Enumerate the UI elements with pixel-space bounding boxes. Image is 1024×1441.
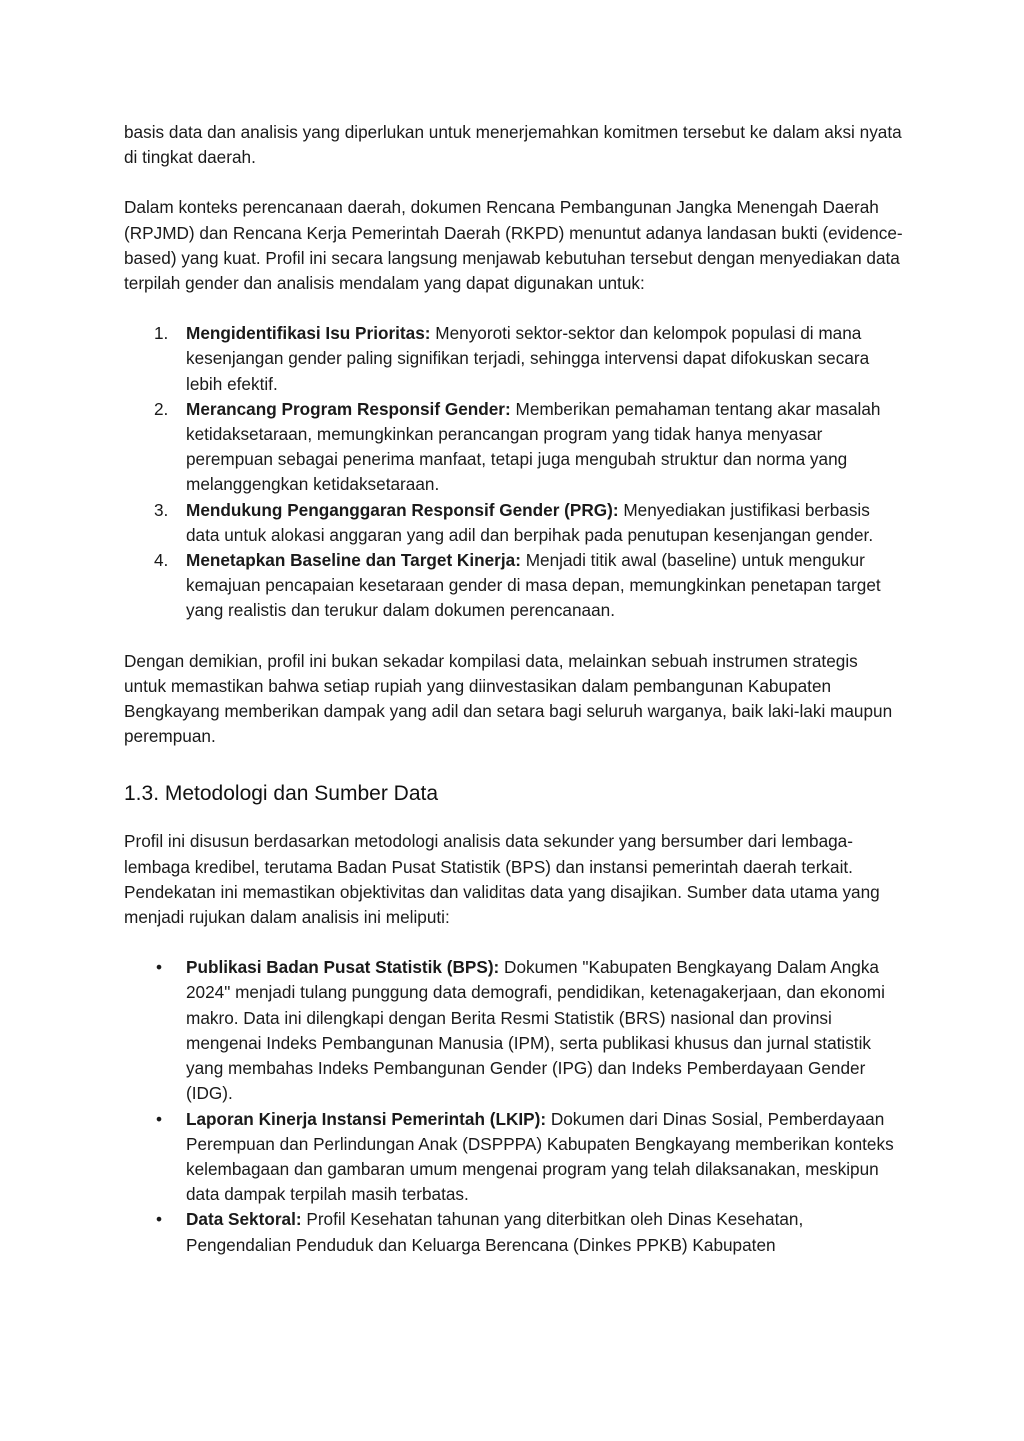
- item-text: Menyoroti sektor-sektor dan kelompok populasi di mana kesenjangan gender paling signifikan terjadi, sehingga intervensi dapat difokuskan secara lebih efektif.: [186, 323, 870, 394]
- list-item: [124, 1207, 904, 1257]
- document-page: [124, 120, 904, 1258]
- item-text: Menjadi titik awal (baseline) untuk mengukur kemajuan pencapaian kesetaraan gender di masa depan, memungkinkan penetapan target yang realistis dan terukur dalam dokumen perencanaan.: [186, 550, 881, 621]
- item-text: Memberikan pemahaman tentang akar masalah ketidaksetaraan, memungkinkan perancangan program yang tidak hanya menyasar perempuan sebagai penerima manfaat, tetapi juga mengubah struktur dan norma yang melanggengkan ketidaksetaraan.: [186, 398, 881, 495]
- paragraph-conclusion: Dengan demikian, profil ini bukan sekadar kompilasi data, melainkan sebuah instrumen strategis untuk memastikan bahwa setiap rupiah yang diinvestasikan dalam pembangunan Kabupaten Bengkayang memberikan dampak yang adil dan setara bagi seluruh warganya, baik laki-laki maupun perempuan.: [124, 650, 893, 747]
- bullet-icon: •: [156, 1209, 163, 1230]
- list-item: [124, 1107, 904, 1208]
- list-item: [124, 498, 904, 548]
- item-text: Dokumen dari Dinas Sosial, Pemberdayaan Perempuan dan Perlindungan Anak (DSPPPA) Kabupaten Bengkayang memberikan konteks kelembagaan dan gambaran umum mengenai program yang telah dilaksanakan, meskipun data dampak terpilah masih terbatas.: [186, 1108, 894, 1205]
- item-title: Merancang Program Responsif Gender:: [186, 398, 511, 419]
- item-title: Data Sektoral:: [186, 1209, 302, 1230]
- paragraph-method: Profil ini disusun berdasarkan metodologi analisis data sekunder yang bersumber dari lembaga-lembaga kredibel, terutama Badan Pusat Statistik (BPS) dan instansi pemerintah daerah terkait. Pendekatan ini memastikan objektivitas dan validitas data yang disajikan. Sumber data utama yang menjadi rujukan dalam analisis ini meliputi:: [124, 831, 880, 928]
- intro-continuation: basis data dan analisis yang diperlukan untuk menerjemahkan komitmen tersebut ke dalam aksi nyata di tingkat daerah.: [124, 122, 902, 168]
- list-number: 4.: [154, 550, 169, 571]
- item-text: Dokumen "Kabupaten Bengkayang Dalam Angka 2024" menjadi tulang punggung data demografi, pendidikan, ketenagakerjaan, dan ekonomi makro. Data ini dilengkapi dengan Berita Resmi Statistik (BRS) nasional dan provinsi mengenai Indeks Pembangunan Manusia (IPM), serta publikasi khusus dan jurnal statistik yang membahas Indeks Pembangunan Gender (IPG) dan Indeks Pemberdayaan Gender (IDG).: [186, 957, 885, 1104]
- list-number: 2.: [154, 398, 169, 419]
- section-heading: 1.3. Metodologi dan Sumber Data: [124, 782, 439, 806]
- sources-list: [124, 955, 904, 1257]
- uses-list: [124, 321, 904, 623]
- item-title: Mendukung Penganggaran Responsif Gender (PRG):: [186, 499, 619, 520]
- item-text: Profil Kesehatan tahunan yang diterbitkan oleh Dinas Kesehatan, Pengendalian Penduduk dan Keluarga Berencana (Dinkes PPKB) Kabupaten: [186, 1209, 804, 1255]
- item-title: Mengidentifikasi Isu Prioritas:: [186, 323, 431, 344]
- list-item: [124, 548, 904, 624]
- item-title: Menetapkan Baseline dan Target Kinerja:: [186, 550, 521, 571]
- list-item: [124, 321, 904, 397]
- list-item: [124, 397, 904, 498]
- item-title: Laporan Kinerja Instansi Pemerintah (LKIP):: [186, 1108, 547, 1129]
- bullet-icon: •: [156, 957, 163, 978]
- paragraph-context: Dalam konteks perencanaan daerah, dokumen Rencana Pembangunan Jangka Menengah Daerah (RPJMD) dan Rencana Kerja Pemerintah Daerah (RKPD) menuntut adanya landasan bukti (evidence-based) yang kuat. Profil ini secara langsung menjawab kebutuhan tersebut dengan menyediakan data terpilah gender dan analisis mendalam yang dapat digunakan untuk:: [124, 197, 903, 294]
- bullet-icon: •: [156, 1108, 163, 1129]
- list-number: 3.: [154, 499, 169, 520]
- item-title: Publikasi Badan Pusat Statistik (BPS):: [186, 957, 500, 978]
- list-number: 1.: [154, 323, 169, 344]
- item-text: Menyediakan justifikasi berbasis data untuk alokasi anggaran yang adil dan berpihak pada penutupan kesenjangan gender.: [186, 499, 874, 545]
- list-item: [124, 955, 904, 1106]
